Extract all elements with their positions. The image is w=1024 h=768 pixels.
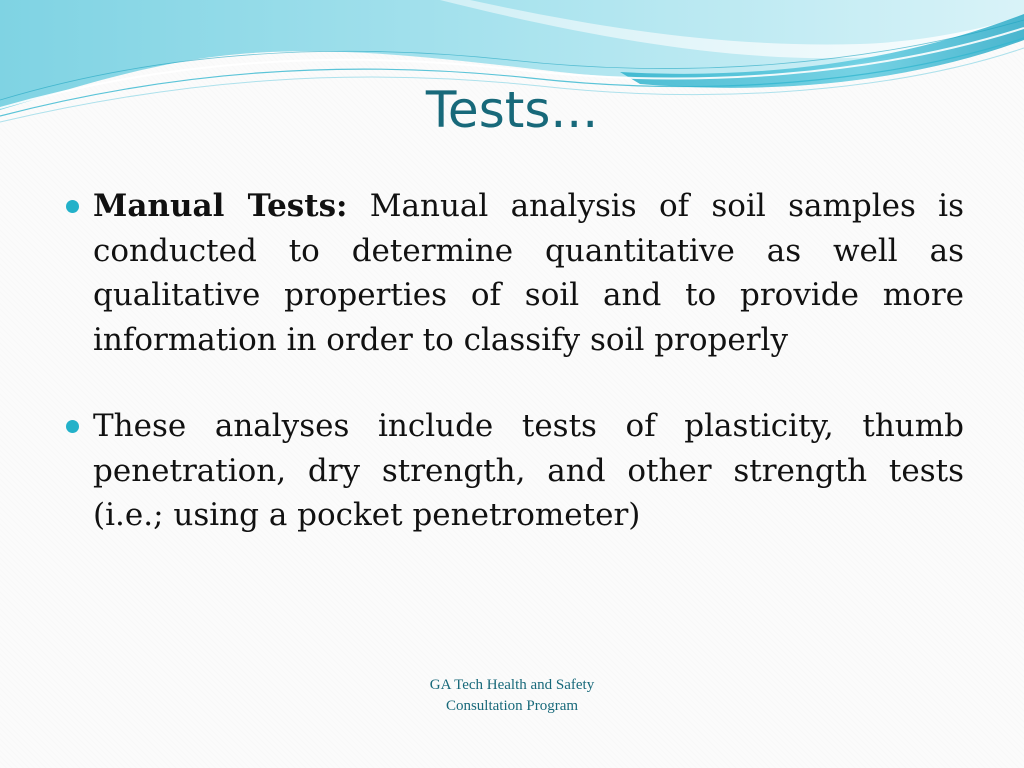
- bullet-icon: [66, 420, 79, 433]
- bullet-text: These analyses include tests of plasticity, thumb penetration, dry strength, and other strength tests (i.e.; using a pocket penetrometer): [93, 408, 964, 533]
- bullet-item-manual-tests: [60, 184, 964, 362]
- footer-line-1: GA Tech Health and Safety: [429, 677, 595, 693]
- bullet-text: Manual analysis of soil samples is conducted to determine quantitative as well as qualitative properties of soil and to provide more information in order to classify soil properly: [93, 188, 964, 358]
- bullet-icon: [66, 200, 79, 213]
- slide-title: Tests...: [425, 81, 599, 139]
- bullet-item-analyses: [60, 404, 964, 538]
- bullet-list: [60, 184, 964, 580]
- footer-line-2: Consultation Program: [445, 698, 579, 714]
- bullet-lead: Manual Tests:: [93, 188, 348, 224]
- slide-footer: [362, 675, 662, 717]
